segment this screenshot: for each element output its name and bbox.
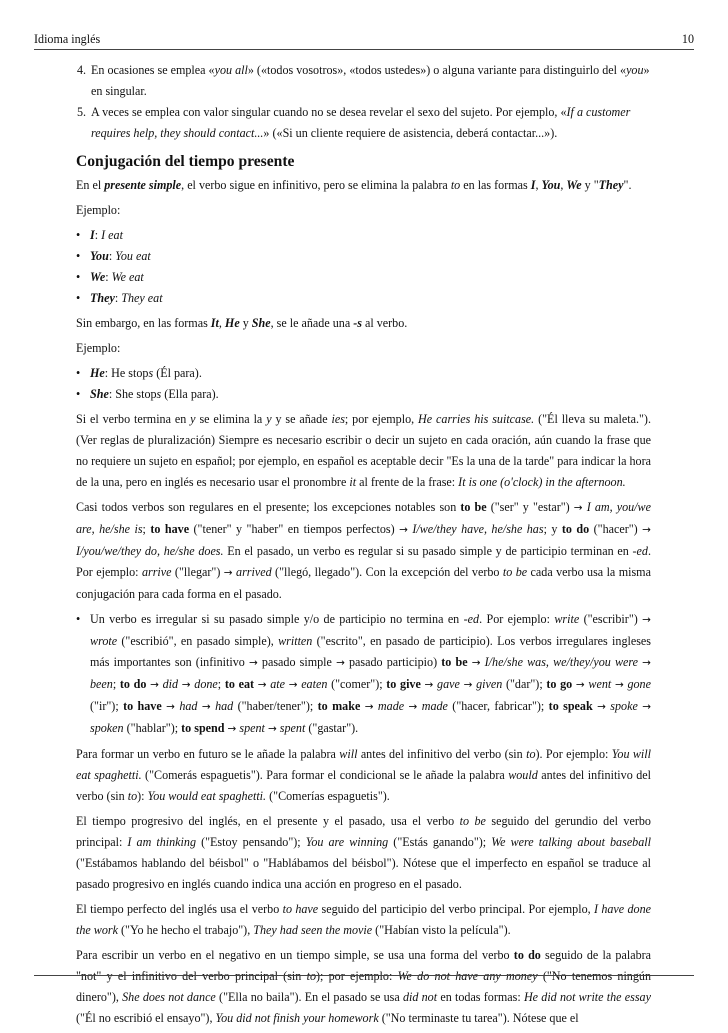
paragraph-regular-verbs: Casi todos verbos son regulares en el presente; los excepciones notables son to be ("ser" y "estar") → I am, you/we are, he/she is; to have ("tener" y "haber" en tiempos perfectos) → I/we/they have, he/she has; y to do ("hacer") → I/you/we/they do, he/she does. En el pasado, un verbo es regular si su pasado simple y de participio terminan en -ed. Por ejemplo: arrive ("llegar") → arrived ("llegó, llegado"). Con la excepción del verbo to be cada verbo usa la misma conjugación para cada forma en el pasado. bbox=[76, 500, 652, 601]
verb-participle: done bbox=[194, 677, 218, 691]
numbered-list bbox=[76, 60, 651, 144]
verb-past: gave bbox=[437, 677, 460, 691]
paragraph-perfect: El tiempo perfecto del inglés usa el verbo to have seguido del participio del verbo principal. Por ejemplo, I have done the work ("Yo he hecho el trabajo"), They had seen the movie ("Habían visto la película"). bbox=[76, 902, 651, 937]
page-header bbox=[34, 30, 694, 50]
paragraph-present-simple: En el presente simple, el verbo sigue en infinitivo, pero se elimina la palabra to en las formas I, You, We y "They". bbox=[76, 178, 632, 192]
verb-past: ate bbox=[270, 677, 285, 691]
footer-rule bbox=[34, 975, 694, 976]
verb-participle: eaten bbox=[301, 677, 328, 691]
verb-past: made bbox=[377, 699, 405, 713]
verb-gloss: ("hablar") bbox=[123, 721, 175, 735]
example-label: Ejemplo: bbox=[76, 203, 121, 217]
verb-infinitive: to give bbox=[386, 677, 421, 691]
section-heading: Conjugación del tiempo presente bbox=[76, 153, 295, 170]
list-item: • You: You eat bbox=[76, 249, 151, 263]
verb-past: I/he/she was, we/they/you were bbox=[484, 655, 639, 669]
verb-infinitive: to have bbox=[123, 699, 162, 713]
verb-participle: spoken bbox=[90, 721, 124, 735]
document-title: Idioma inglés bbox=[34, 32, 101, 46]
verb-infinitive: to do bbox=[119, 677, 147, 691]
verb-past: did bbox=[162, 677, 179, 691]
paragraph-progressive: El tiempo progresivo del inglés, en el presente y el pasado, usa el verbo to be seguido del gerundio del verbo principal: I am thinking ("Estoy pensando"); You are winning ("Estás ganando"); We were talking about baseball ("Estábamos hablando del béisbol" o "Hablábamos del béisbol"). Nótese que el imperfecto en español se traduce al pasado progresivo en inglés cuando indica una acción en progreso en el pasado. bbox=[76, 814, 651, 891]
verb-infinitive: to be bbox=[441, 655, 468, 669]
list-item: • We: We eat bbox=[76, 270, 144, 284]
verb-participle: given bbox=[476, 677, 503, 691]
paragraph-third-person: Sin embargo, en las formas It, He y She, se le añade una -s al verbo. bbox=[76, 316, 408, 330]
verb-infinitive: to spend bbox=[181, 721, 225, 735]
verb-past: spoke bbox=[610, 699, 638, 713]
list-item: • They: They eat bbox=[76, 291, 163, 305]
verb-gloss: ("dar") bbox=[502, 677, 540, 691]
list-item: • He: He stops (Él para). bbox=[76, 366, 202, 380]
page-number: 10 bbox=[681, 32, 694, 46]
paragraph-future: Para formar un verbo en futuro se le añade la palabra will antes del infinitivo del verbo (sin to). Por ejemplo: You will eat spaghetti. ("Comerás espaguetis"). Para formar el condicional se le añade la palabra would antes del infinitivo del verbo (sin to): You would eat spaghetti. ("Comerías espaguetis"). bbox=[76, 747, 651, 803]
list-item: 5. A veces se emplea con valor singular cuando no se desea revelar el sexo del sujeto. Por ejemplo, «If a customer requires help, they should contact...» («Si un cliente requiere de asistencia, deberá contactar...»). bbox=[77, 105, 631, 140]
list-item: 4. En ocasiones se emplea «you all» («todos vosotros», «todos ustedes») o alguna variante para distinguirlo del «you» en singular. bbox=[77, 63, 650, 98]
verb-infinitive: to make bbox=[317, 699, 361, 713]
list-item: • I: I eat bbox=[76, 228, 123, 242]
verb-gloss: ("hacer, fabricar") bbox=[447, 699, 541, 713]
list-item: • She: She stops (Ella para). bbox=[76, 387, 219, 401]
verb-gloss: ("gastar") bbox=[305, 721, 356, 735]
verb-participle: made bbox=[421, 699, 448, 713]
verb-participle: gone bbox=[627, 677, 651, 691]
verb-gloss: ("ir") bbox=[90, 699, 116, 713]
verb-infinitive: to eat bbox=[224, 677, 255, 691]
verb-infinitive: to speak bbox=[548, 699, 593, 713]
list-item: • Un verbo es irregular si su pasado simple y/o de participio no termina en -ed. Por ejemplo: write ("escribir") → wrote ("escribió", en pasado simple), written ("escrito", en pasado de participio). Los verbos irregulares ingleses más importantes son (infinitivo → pasado simple → pasado participio) to be → I/he/she was, we/they/you were → been; to do → did → done; to eat → ate → eaten ("comer"); to give → gave → given ("dar"); to go → went → gone ("ir"); to have → had → had ("haber/tener"); to make → made → made ("hacer, fabricar"); to speak → spoke → spoken ("hablar"); to spend → spent → spent ("gastar"). bbox=[76, 612, 652, 735]
verb-gloss: ("haber/tener") bbox=[233, 699, 310, 713]
verb-participle: been bbox=[90, 677, 113, 691]
verb-infinitive: to go bbox=[546, 677, 573, 691]
paragraph-y-ending: Si el verbo termina en y se elimina la y y se añade ies; por ejemplo, He carries his suitcase. ("Él lleva su maleta."). (Ver reglas de pluralización) Siempre es necesario escribir o decir un sujeto en cada oración, aún cuando la frase que no requiere un sujeto en español; por ejemplo, en español es aceptable decir "Es la una de la tarde" para indicar la hora de la una, pero en inglés es necesario usar el pronombre it al frente de la frase: It is one (o'clock) in the afternoon. bbox=[76, 412, 651, 489]
verb-past: went bbox=[588, 677, 612, 691]
verb-past: had bbox=[179, 699, 198, 713]
verb-participle: had bbox=[215, 699, 234, 713]
example-list bbox=[76, 363, 651, 405]
verb-participle: spent bbox=[279, 721, 306, 735]
example-label: Ejemplo: bbox=[76, 341, 121, 355]
irregular-verbs-list bbox=[76, 609, 651, 740]
verb-gloss: ("comer") bbox=[327, 677, 380, 691]
verb-past: spent bbox=[239, 721, 265, 735]
page-content bbox=[76, 60, 651, 1033]
paragraph-negative: Para escribir un verbo en el negativo en un tiempo simple, se usa una forma del verbo to do seguido de la palabra "not" y el infinitivo del verbo principal (sin to); por ejemplo: We do not have any money ("No tenemos ningún dinero"), She does not dance ("Ella no baila"). En el pasado se usa did not en todas formas: He did not write the essay ("Él no escribió el ensayo"), You did not finish your homework ("No terminaste tu tarea"). Nótese que el bbox=[76, 948, 652, 1025]
example-list bbox=[76, 225, 651, 309]
